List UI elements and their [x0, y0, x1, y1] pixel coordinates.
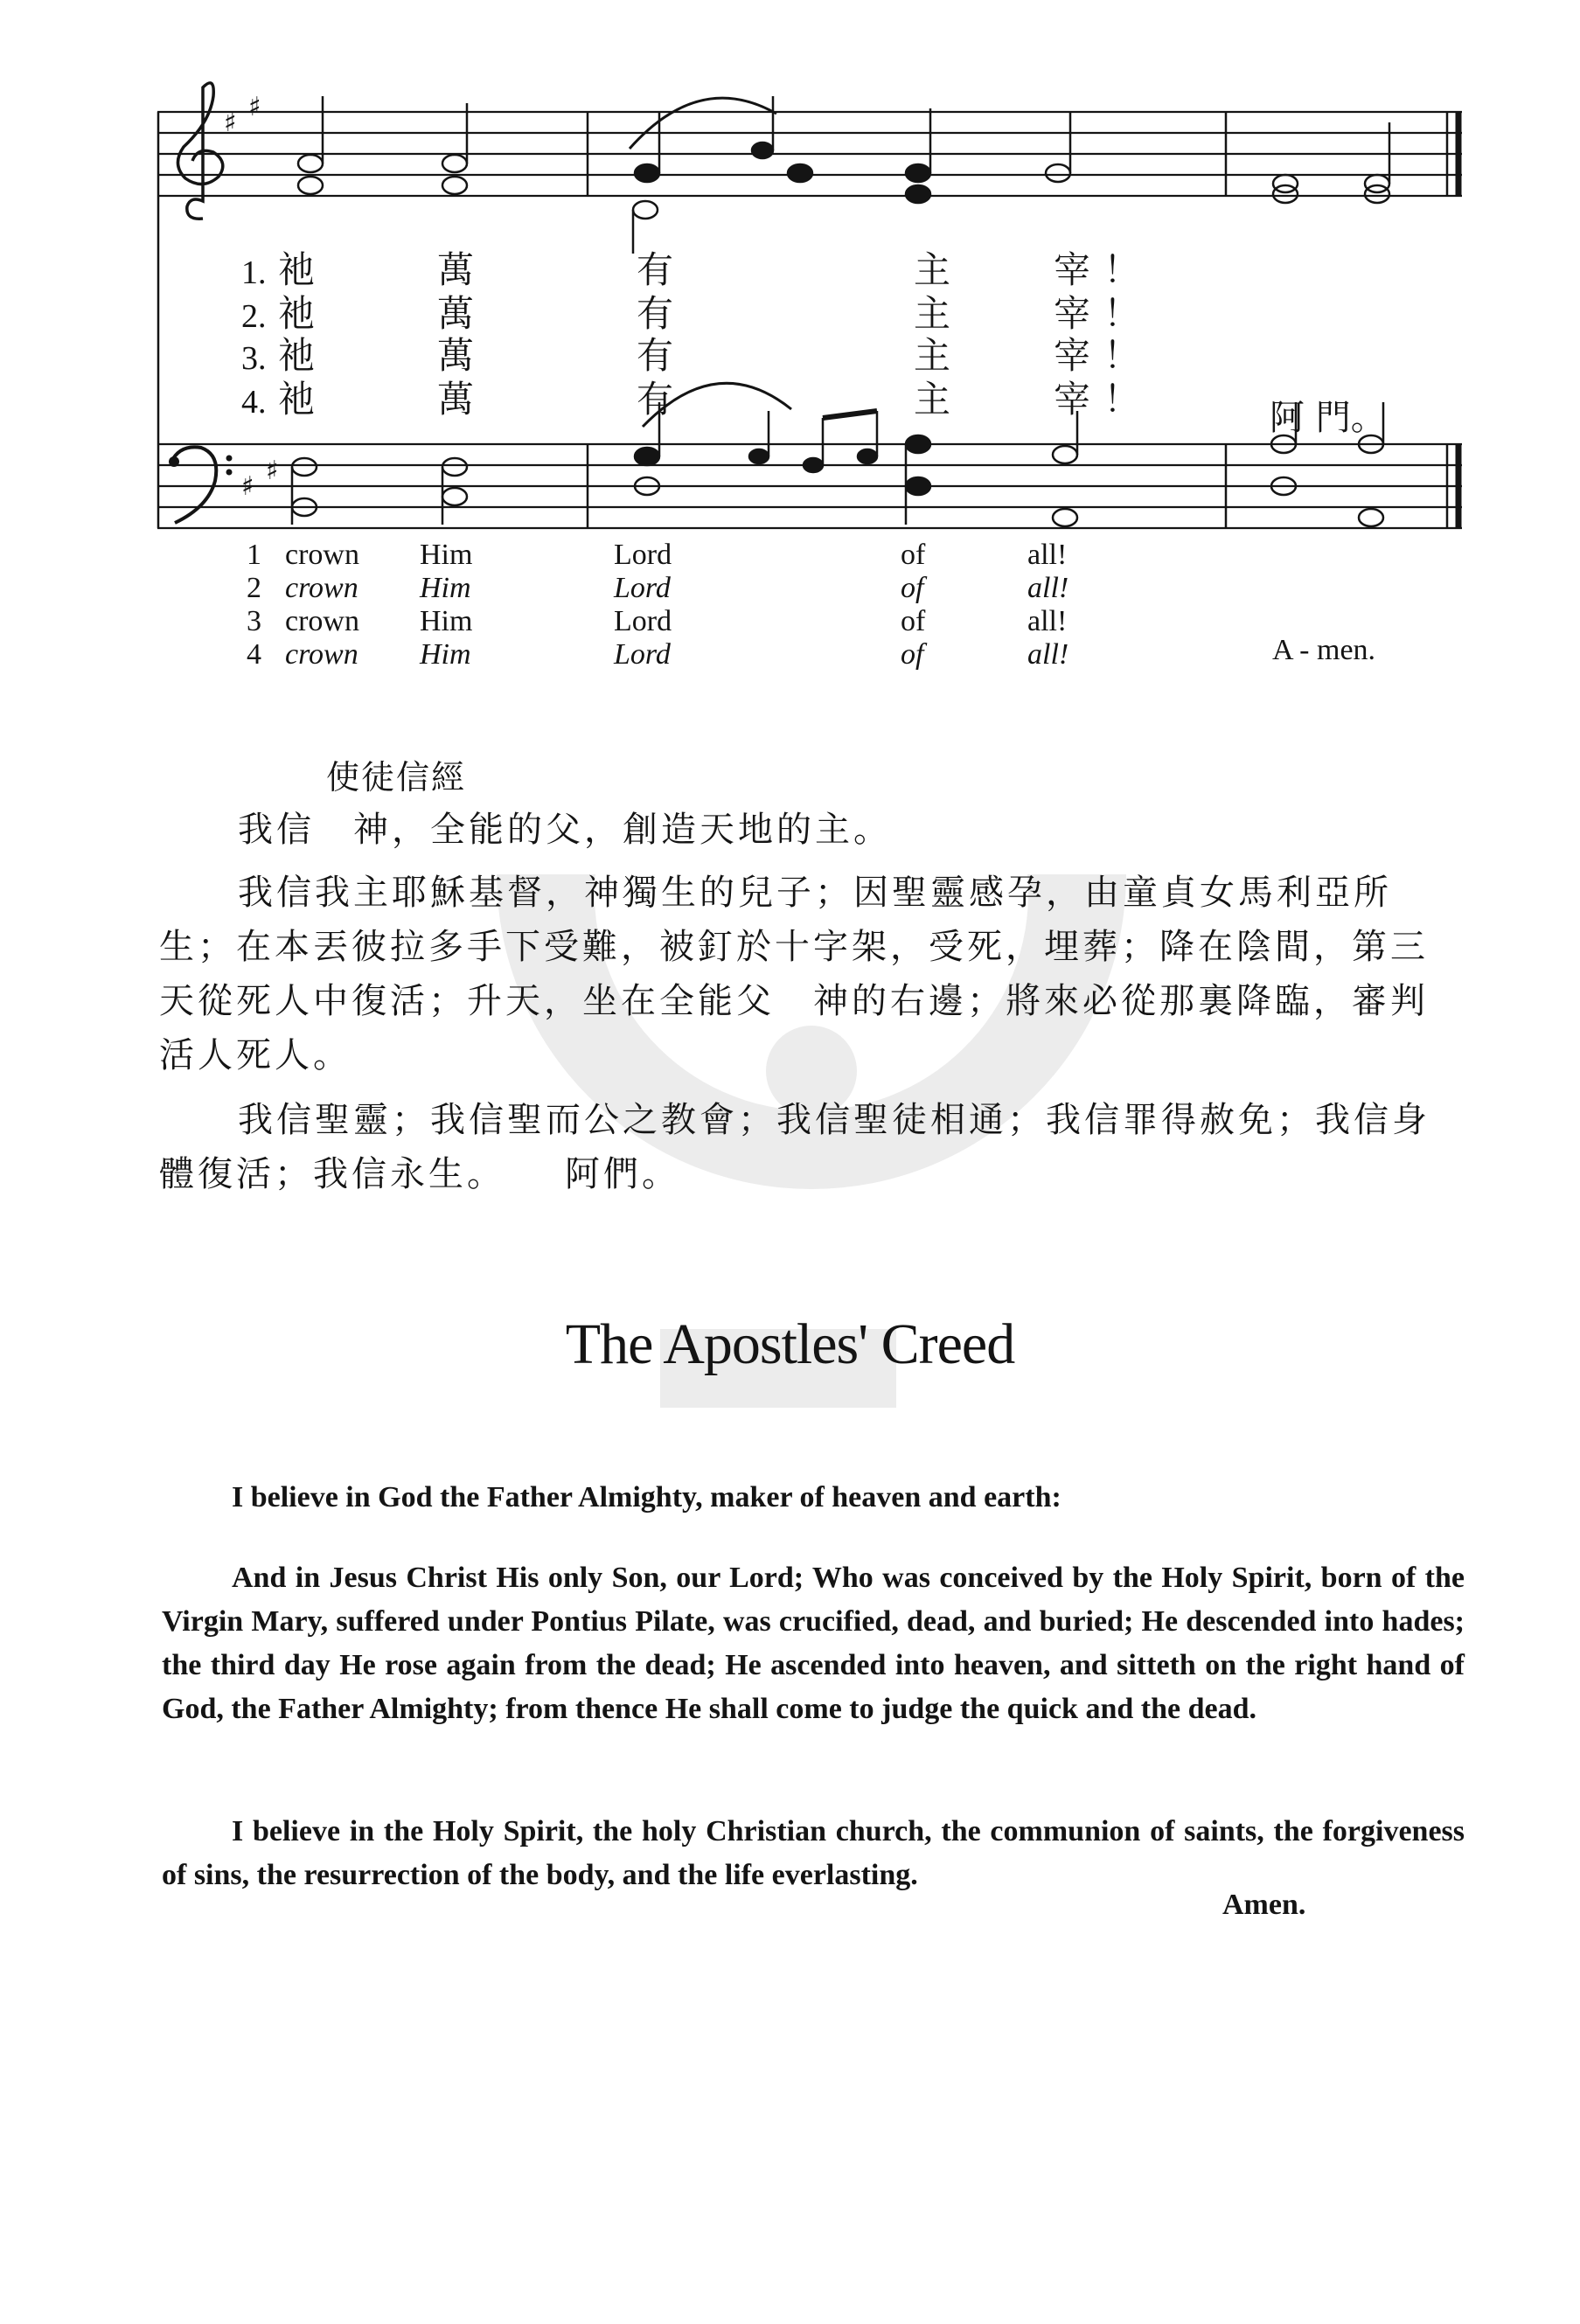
treble-staff: [157, 112, 1462, 196]
svg-text:♯: ♯: [224, 108, 237, 138]
chinese-lyric-syllable: 宰: [1054, 334, 1091, 377]
english-lyric-word: all!: [1027, 638, 1069, 671]
chinese-lyric-syllable: 宰: [1054, 292, 1091, 335]
music-score: [0, 0, 1580, 699]
creed-zh-title: 使徒信經: [326, 758, 467, 797]
english-lyric-word: crown: [285, 638, 358, 671]
chinese-lyric-syllable: 祂: [278, 292, 316, 335]
english-verse-number: 4: [247, 638, 261, 671]
treble-clef: [177, 83, 222, 219]
english-lyric-word: of: [901, 605, 926, 637]
chinese-lyric-syllable: ！: [1103, 248, 1141, 291]
english-amen: A - men.: [1272, 634, 1376, 666]
creed-zh-text-2: 我信我主耶穌基督，神獨生的兒子；因聖靈感孕，由童貞女馬利亞所生；在本丟彼拉多手下受難，被釘於十字架，受死，埋葬；降在陰間，第三天從死人中復活；升天，坐在全能父 神的右邊；將來必從那裏降臨，審判活人死人。: [159, 873, 1429, 1075]
chinese-verse-number: 4.: [241, 384, 267, 421]
english-verse-number: 2: [247, 572, 261, 604]
english-lyric-word: Lord: [614, 539, 672, 571]
chinese-lyric-syllable: 有: [637, 334, 674, 377]
english-lyric-word: crown: [285, 605, 359, 637]
english-lyric-word: Lord: [614, 572, 671, 604]
creed-en-paragraph-3: [162, 1810, 1465, 1897]
chinese-lyric-syllable: ！: [1103, 292, 1141, 335]
creed-zh-text-1: 我信 神，全能的父，創造天地的主。: [238, 810, 892, 850]
chinese-lyric-syllable: 有: [637, 292, 674, 335]
chinese-lyric-syllable: 祂: [278, 378, 316, 421]
svg-text:♯: ♯: [266, 456, 279, 486]
chinese-lyric-syllable: 有: [637, 248, 674, 291]
chinese-lyric-syllable: 主: [914, 334, 951, 377]
english-lyric-word: Lord: [614, 638, 671, 671]
svg-text:♯: ♯: [248, 92, 261, 122]
chinese-verse-number: 3.: [241, 340, 267, 377]
chinese-lyric-syllable: ！: [1103, 334, 1141, 377]
english-lyric-word: Him: [420, 638, 471, 671]
english-lyric-word: crown: [285, 572, 358, 604]
creed-en-text-3: I believe in the Holy Spirit, the holy Christian church, the communion of saints, the forgiveness of sins, the resurrection of the body, and the life everlasting.: [162, 1815, 1465, 1891]
chinese-lyric-syllable: 宰: [1054, 378, 1091, 421]
creed-en-title: The Apostles' Creed: [565, 1312, 1015, 1376]
english-lyric-word: Him: [420, 539, 473, 571]
creed-en-paragraph-2: [162, 1556, 1465, 1731]
creed-en-text-1: I believe in God the Father Almighty, maker of heaven and earth:: [232, 1481, 1061, 1513]
english-lyric-word: all!: [1027, 605, 1068, 637]
english-lyric-word: Him: [420, 572, 471, 604]
english-lyric-word: of: [901, 572, 924, 604]
chinese-lyric-syllable: 祂: [278, 248, 316, 291]
english-lyric-word: of: [901, 539, 926, 571]
svg-text:♯: ♯: [241, 471, 254, 502]
chinese-lyric-syllable: 主: [914, 292, 951, 335]
creed-zh-paragraph-1: [159, 803, 1453, 857]
creed-en-amen: Amen.: [1222, 1889, 1306, 1921]
creed-en-text-2: And in Jesus Christ His only Son, our Lord; Who was conceived by the Holy Spirit, born of the Virgin Mary, suffered under Pontius Pilate, was crucified, dead, and buried; He descended into hades; the third day He rose again from the dead; He ascended into heaven, and sitteth on the right hand of God, the Father Almighty; from thence He shall come to judge the quick and the dead.: [162, 1562, 1465, 1725]
english-lyric-word: of: [901, 638, 924, 671]
english-lyric-word: all!: [1027, 572, 1069, 604]
english-lyric-word: all!: [1027, 539, 1068, 571]
chinese-amen: 阿 門。: [1270, 398, 1386, 438]
chinese-lyric-syllable: 主: [914, 378, 951, 421]
chinese-lyric-syllable: 萬: [437, 292, 475, 335]
english-verse-number: 1: [247, 539, 261, 571]
english-verse-number: 3: [247, 605, 261, 637]
creed-en-paragraph-1: [162, 1476, 1465, 1520]
chinese-lyric-syllable: 主: [914, 248, 951, 291]
chinese-verse-number: 1.: [241, 254, 267, 291]
chinese-lyric-syllable: 祂: [278, 334, 316, 377]
chinese-lyric-syllable: 萬: [437, 378, 475, 421]
chinese-lyric-syllable: 宰: [1054, 248, 1091, 291]
chinese-lyric-syllable: ！: [1103, 378, 1141, 421]
chinese-verse-number: 2.: [241, 298, 267, 335]
creed-zh-paragraph-3: [159, 1093, 1453, 1201]
chinese-lyric-syllable: 萬: [437, 334, 475, 377]
bass-staff: [157, 444, 1462, 528]
chinese-lyric-syllable: 有: [637, 378, 674, 421]
chinese-lyric-syllable: 萬: [437, 248, 475, 291]
english-lyric-word: crown: [285, 539, 359, 571]
creed-zh-paragraph-2: [159, 866, 1453, 1082]
english-lyric-word: Lord: [614, 605, 672, 637]
creed-zh-text-3: 我信聖靈；我信聖而公之教會；我信聖徒相通；我信罪得赦免；我信身體復活；我信永生。 阿們。: [159, 1100, 1430, 1194]
english-lyric-word: Him: [420, 605, 473, 637]
